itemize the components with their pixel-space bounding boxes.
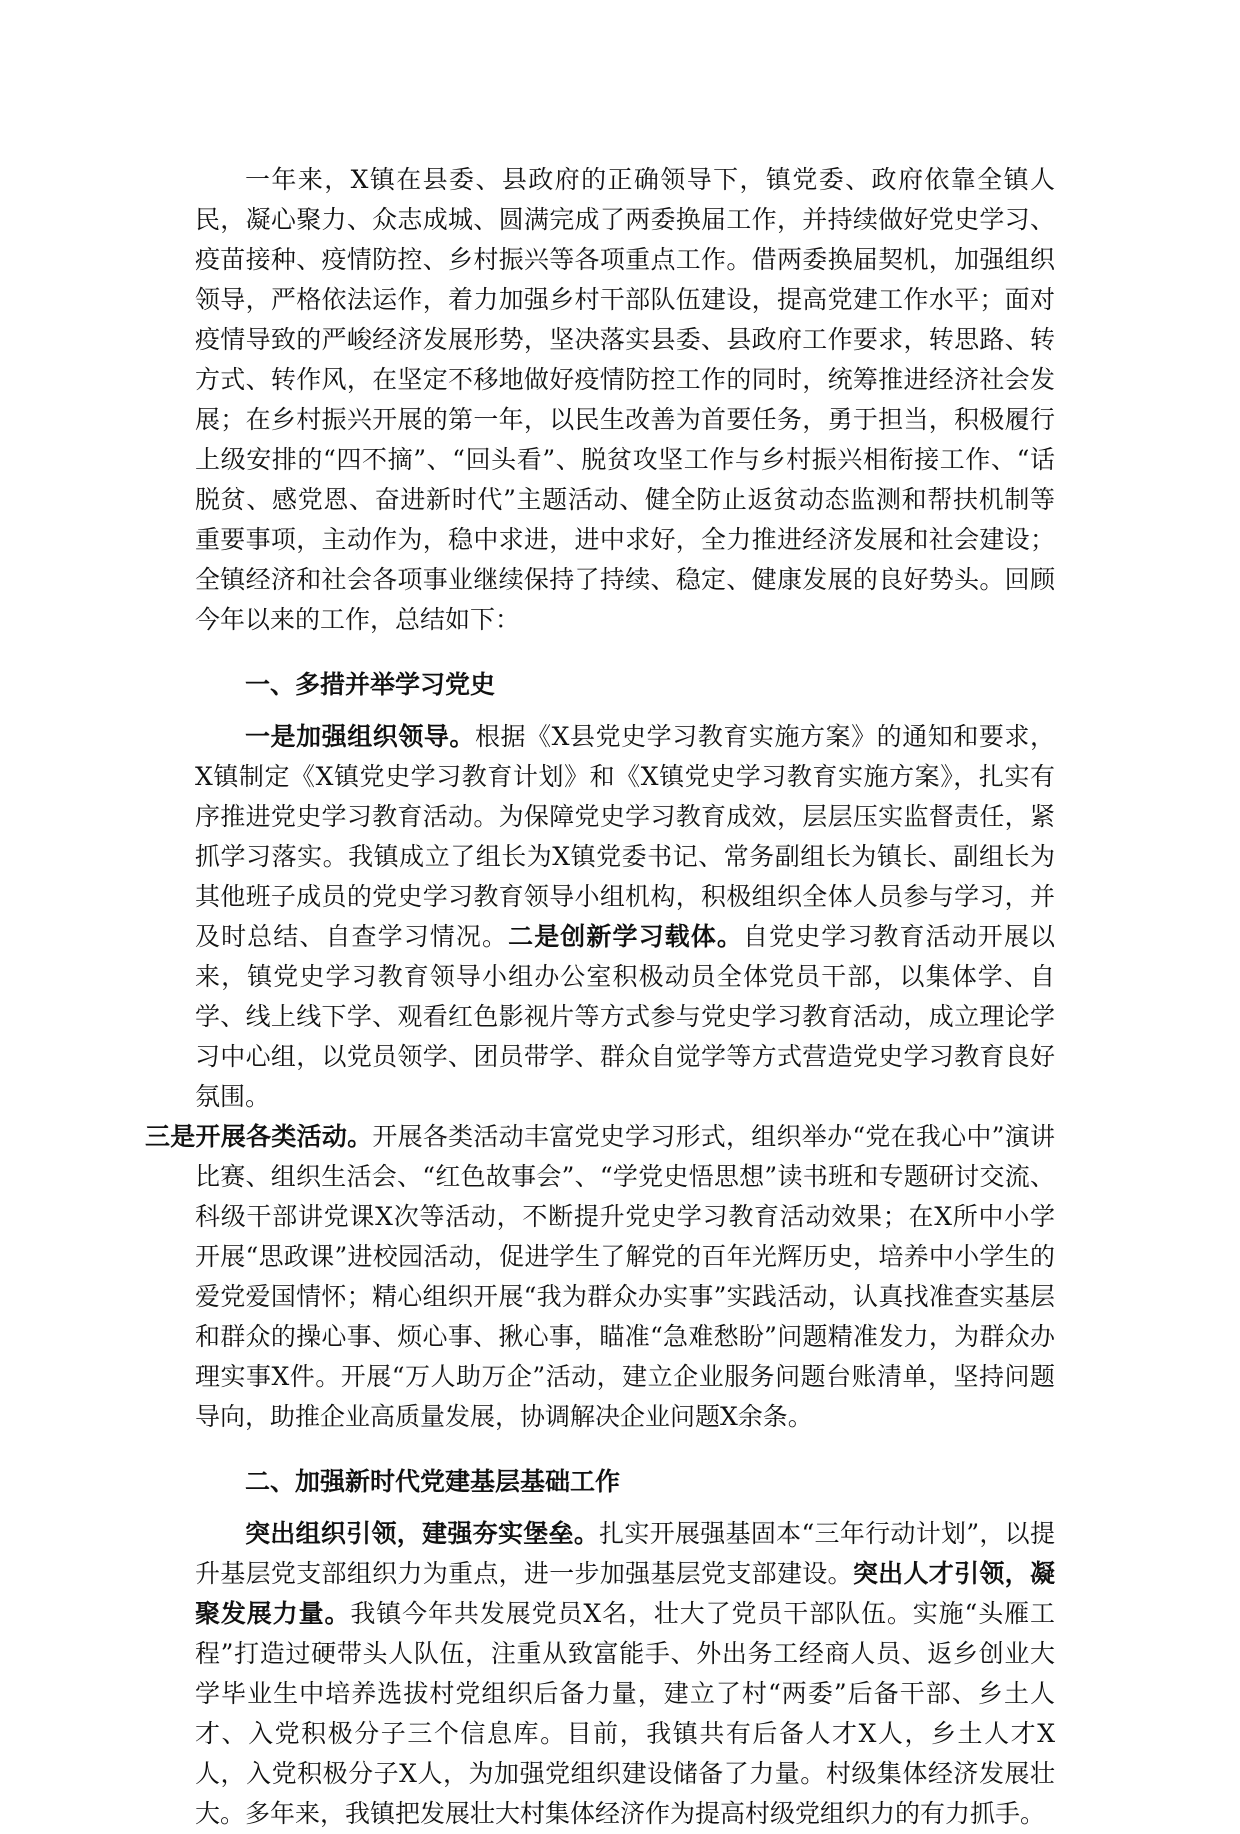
point-2-text: 自党史学习教育活动开展以来，镇党史学习教育领导小组办公室积极动员全体党员干部，以集体学、自学、线上线下学、观看红色影视片等方式参与党史学习教育活动，成立理论学习中心组，以党员领学、团员带学、群众自觉学等方式营造党史学习教育良好氛围。 (195, 922, 1055, 1111)
section-2-point-2-text: 我镇今年共发展党员X名，壮大了党员干部队伍。实施“头雁工程”打造过硬带头人队伍，注重从致富能手、外出务工经商人员、返乡创业大学毕业生中培养选拔村党组织后备力量，建立了村“两委”后备干部、乡土人才、入党积极分子三个信息库。目前，我镇共有后备人才X人，乡土人才X人，入党积极分子X人，为加强党组织建设储备了力量。村级集体经济发展壮大。多年来，我镇把发展壮大村集体经济作为提高村级党组织力的有力抓手。 (195, 1599, 1055, 1828)
point-1-title: 一是加强组织领导。 (245, 722, 475, 751)
intro-paragraph: 一年来，X镇在县委、县政府的正确领导下，镇党委、政府依靠全镇人民，凝心聚力、众志成城、圆满完成了两委换届工作，并持续做好党史学习、疫苗接种、疫情防控、乡村振兴等各项重点工作。借两委换届契机，加强组织领导，严格依法运作，着力加强乡村干部队伍建设，提高党建工作水平；面对疫情导致的严峻经济发展形势，坚决落实县委、县政府工作要求，转思路、转方式、转作风，在坚定不移地做好疫情防控工作的同时，统筹推进经济社会发展；在乡村振兴开展的第一年，以民生改善为首要任务，勇于担当，积极履行上级安排的“四不摘”、“回头看”、脱贫攻坚工作与乡村振兴相衔接工作、“话脱贫、感党恩、奋进新时代”主题活动、健全防止返贫动态监测和帮扶机制等重要事项，主动作为，稳中求进，进中求好，全力推进经济发展和社会建设；全镇经济和社会各项事业继续保持了持续、稳定、健康发展的良好势头。回顾今年以来的工作，总结如下： (195, 165, 1055, 634)
section-2-point-1-text: 扎实开展强基固本“三年行动计划”，以提升基层党支部组织力为重点，进一步加强基层党支部建设。 (195, 1519, 1055, 1588)
section-2-point-1-title: 突出组织引领，建强夯实堡垒。 (245, 1519, 600, 1548)
point-1-text: 根据《X县党史学习教育实施方案》的通知和要求，X镇制定《X镇党史学习教育计划》和《X镇党史学习教育实施方案》，扎实有序推进党史学习教育活动。为保障党史学习教育成效，层层压实监督责任，紧抓学习落实。我镇成立了组长为X镇党委书记、常务副组长为镇长、副组长为其他班子成员的党史学习教育领导小组机构，积极组织全体人员参与学习，并及时总结、自查学习情况。 (195, 722, 1055, 951)
point-3-title: 三是开展各类活动。 (145, 1122, 373, 1151)
section-1-paragraph (145, 717, 1055, 1437)
section-heading-1: 一、多措并举学习党史 (245, 670, 496, 699)
document-page (145, 160, 1055, 1834)
point-3-text: 开展各类活动丰富党史学习形式，组织举办“党在我心中”演讲比赛、组织生活会、“红色故事会”、“学党史悟思想”读书班和专题研讨交流、科级干部讲党课X次等活动，不断提升党史学习教育活动效果；在X所中小学开展“思政课”进校园活动，促进学生了解党的百年光辉历史，培养中小学生的爱党爱国情怀；精心组织开展“我为群众办实事”实践活动，认真找准查实基层和群众的操心事、烦心事、揪心事，瞄准“急难愁盼”问题精准发力，为群众办理实事X件。开展“万人助万企”活动，建立企业服务问题台账清单，坚持问题导向，助推企业高质量发展，协调解决企业问题X余条。 (195, 1122, 1055, 1431)
section-heading-2: 二、加强新时代党建基层基础工作 (245, 1467, 621, 1496)
point-2-title: 二是创新学习载体。 (508, 922, 743, 951)
section-2-paragraph (195, 1514, 1055, 1834)
section-2-point-2-title: 突出人才引领，凝聚发展力量。 (195, 1559, 1055, 1628)
